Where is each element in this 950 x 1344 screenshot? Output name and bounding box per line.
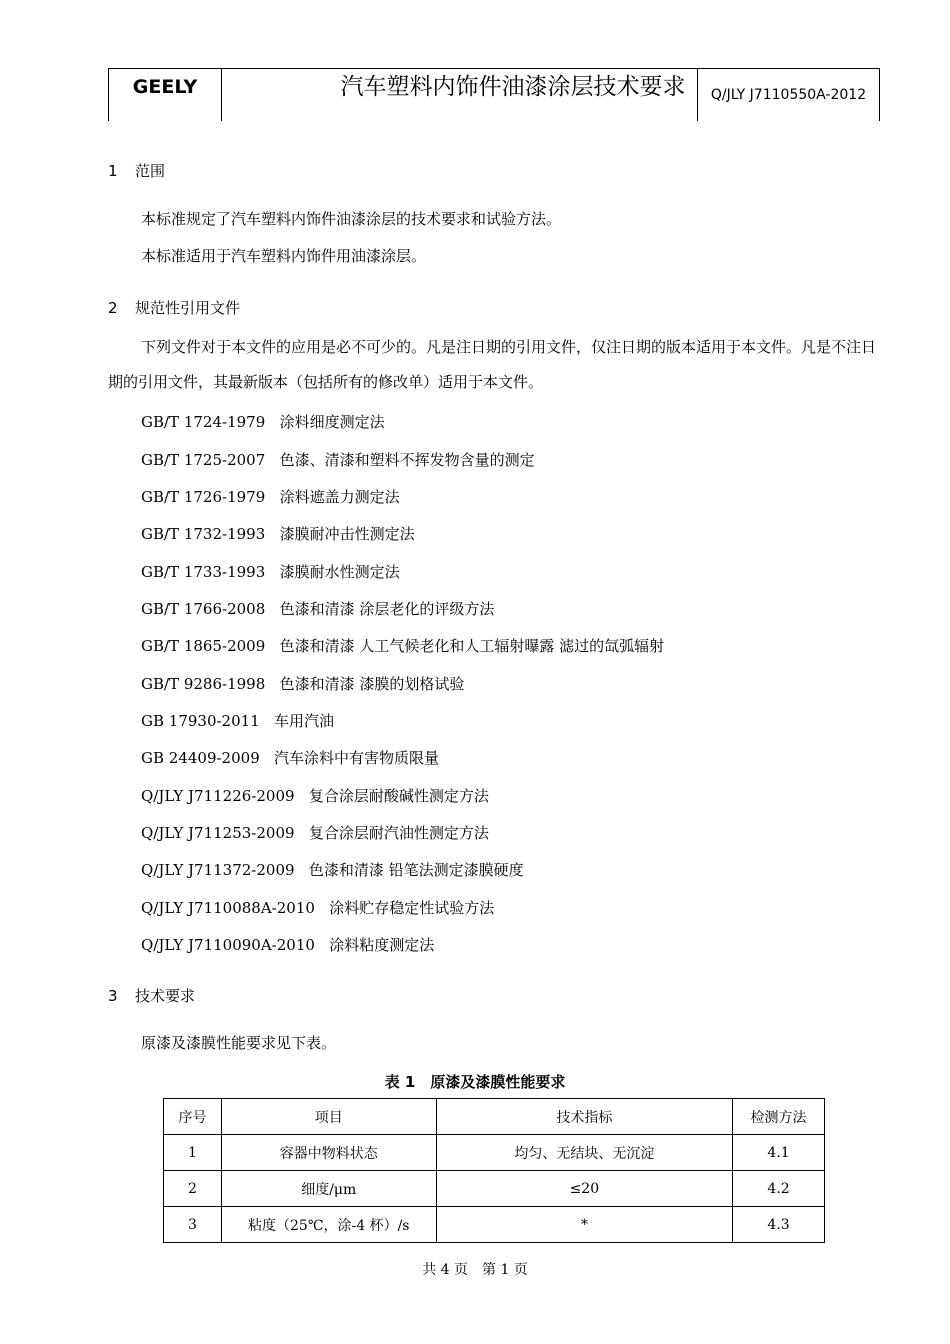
table-cell: 2 — [164, 1171, 222, 1207]
table-cell: 容器中物料状态 — [221, 1135, 436, 1171]
reference-code: GB/T 9286-1998 — [141, 675, 266, 693]
reference-title: 色漆和清漆 漆膜的划格试验 — [279, 675, 465, 693]
reference-code: GB/T 1732-1993 — [141, 525, 266, 543]
reference-title: 色漆、清漆和塑料不挥发物含量的测定 — [279, 451, 535, 469]
reference-title: 漆膜耐冲击性测定法 — [279, 525, 415, 543]
column-header: 序号 — [164, 1099, 222, 1135]
reference-title: 涂料遮盖力测定法 — [279, 488, 400, 506]
reference-code: GB 17930-2011 — [141, 712, 260, 730]
table-cell: 3 — [164, 1207, 222, 1243]
reference-title: 色漆和清漆 涂层老化的评级方法 — [279, 600, 495, 618]
reference-code: GB/T 1733-1993 — [141, 563, 266, 581]
reference-item — [141, 747, 439, 768]
reference-title: 色漆和清漆 铅笔法测定漆膜硬度 — [308, 861, 524, 879]
reference-item — [141, 486, 400, 507]
section-heading-technical — [108, 985, 195, 1006]
scope-paragraph-1: 本标准规定了汽车塑料内饰件油漆涂层的技术要求和试验方法。 — [141, 210, 562, 228]
reference-item — [141, 934, 434, 955]
table-cell: 粘度（25℃，涂-4 杯）/s — [221, 1207, 436, 1243]
table-cell: 细度/μm — [221, 1171, 436, 1207]
table-cell: 4.3 — [733, 1207, 825, 1243]
reference-item — [141, 598, 494, 619]
reference-item — [141, 673, 464, 694]
reference-item — [141, 635, 664, 656]
reference-item — [141, 859, 524, 880]
section-number: 2 — [108, 299, 118, 317]
scope-paragraph-2: 本标准适用于汽车塑料内饰件用油漆涂层。 — [141, 247, 427, 265]
table-cell: 4.1 — [733, 1135, 825, 1171]
reference-code: Q/JLY J7110088A-2010 — [141, 899, 315, 917]
reference-title: 漆膜耐水性测定法 — [279, 563, 400, 581]
reference-code: Q/JLY J711253-2009 — [141, 824, 295, 842]
reference-code: Q/JLY J7110090A-2010 — [141, 936, 315, 954]
references-intro: 下列文件对于本文件的应用是必不可少的。凡是注日期的引用文件，仅注日期的版本适用于本文件。凡是不注日期的引用文件，其最新版本（包括所有的修改单）适用于本文件。 — [108, 338, 877, 391]
table-row — [164, 1135, 825, 1171]
reference-title: 汽车涂料中有害物质限量 — [274, 749, 440, 767]
reference-item — [141, 561, 400, 582]
page-footer: 共 4 页 第 1 页 — [422, 1262, 528, 1278]
reference-code: Q/JLY J711226-2009 — [141, 787, 295, 805]
reference-title: 车用汽油 — [274, 712, 335, 730]
section-title: 规范性引用文件 — [135, 299, 241, 317]
reference-item — [141, 785, 489, 806]
standard-code: Q/JLY J7110550A-2012 — [697, 69, 880, 121]
table-row — [164, 1171, 825, 1207]
column-header: 项目 — [221, 1099, 436, 1135]
reference-item — [141, 822, 489, 843]
reference-title: 涂料细度测定法 — [279, 413, 385, 431]
technical-intro: 原漆及漆膜性能要求见下表。 — [141, 1034, 337, 1052]
section-heading-scope — [108, 160, 165, 181]
performance-table — [163, 1098, 825, 1243]
reference-code: GB/T 1865-2009 — [141, 637, 266, 655]
table-cell: 4.2 — [733, 1171, 825, 1207]
document-title: 汽车塑料内饰件油漆涂层技术要求 — [340, 74, 686, 100]
table-caption: 表 1 原漆及漆膜性能要求 — [384, 1073, 566, 1091]
reference-item — [141, 411, 385, 432]
reference-title: 复合涂层耐汽油性测定方法 — [308, 824, 489, 842]
reference-code: Q/JLY J711372-2009 — [141, 861, 295, 879]
column-header: 检测方法 — [733, 1099, 825, 1135]
reference-item — [141, 449, 535, 470]
section-title: 技术要求 — [135, 987, 196, 1005]
reference-title: 色漆和清漆 人工气候老化和人工辐射曝露 滤过的氙弧辐射 — [279, 637, 665, 655]
section-heading-references — [108, 297, 240, 318]
table-row — [164, 1207, 825, 1243]
reference-item — [141, 710, 334, 731]
table-cell: ≤20 — [436, 1171, 732, 1207]
reference-item — [141, 523, 415, 544]
reference-code: GB/T 1724-1979 — [141, 413, 266, 431]
section-number: 3 — [108, 987, 118, 1005]
company-logo: GEELY — [108, 69, 222, 121]
reference-code: GB 24409-2009 — [141, 749, 260, 767]
table-cell: 均匀、无结块、无沉淀 — [436, 1135, 732, 1171]
reference-code: GB/T 1766-2008 — [141, 600, 266, 618]
column-header: 技术指标 — [436, 1099, 732, 1135]
reference-title: 复合涂层耐酸碱性测定方法 — [308, 787, 489, 805]
reference-item — [141, 897, 494, 918]
reference-title: 涂料粘度测定法 — [329, 936, 435, 954]
reference-code: GB/T 1726-1979 — [141, 488, 266, 506]
table-cell: 1 — [164, 1135, 222, 1171]
table-cell: * — [436, 1207, 732, 1243]
section-title: 范围 — [135, 162, 166, 180]
section-number: 1 — [108, 162, 118, 180]
document-header — [108, 68, 880, 121]
reference-code: GB/T 1725-2007 — [141, 451, 266, 469]
table-header-row — [164, 1099, 825, 1135]
reference-title: 涂料贮存稳定性试验方法 — [329, 899, 495, 917]
